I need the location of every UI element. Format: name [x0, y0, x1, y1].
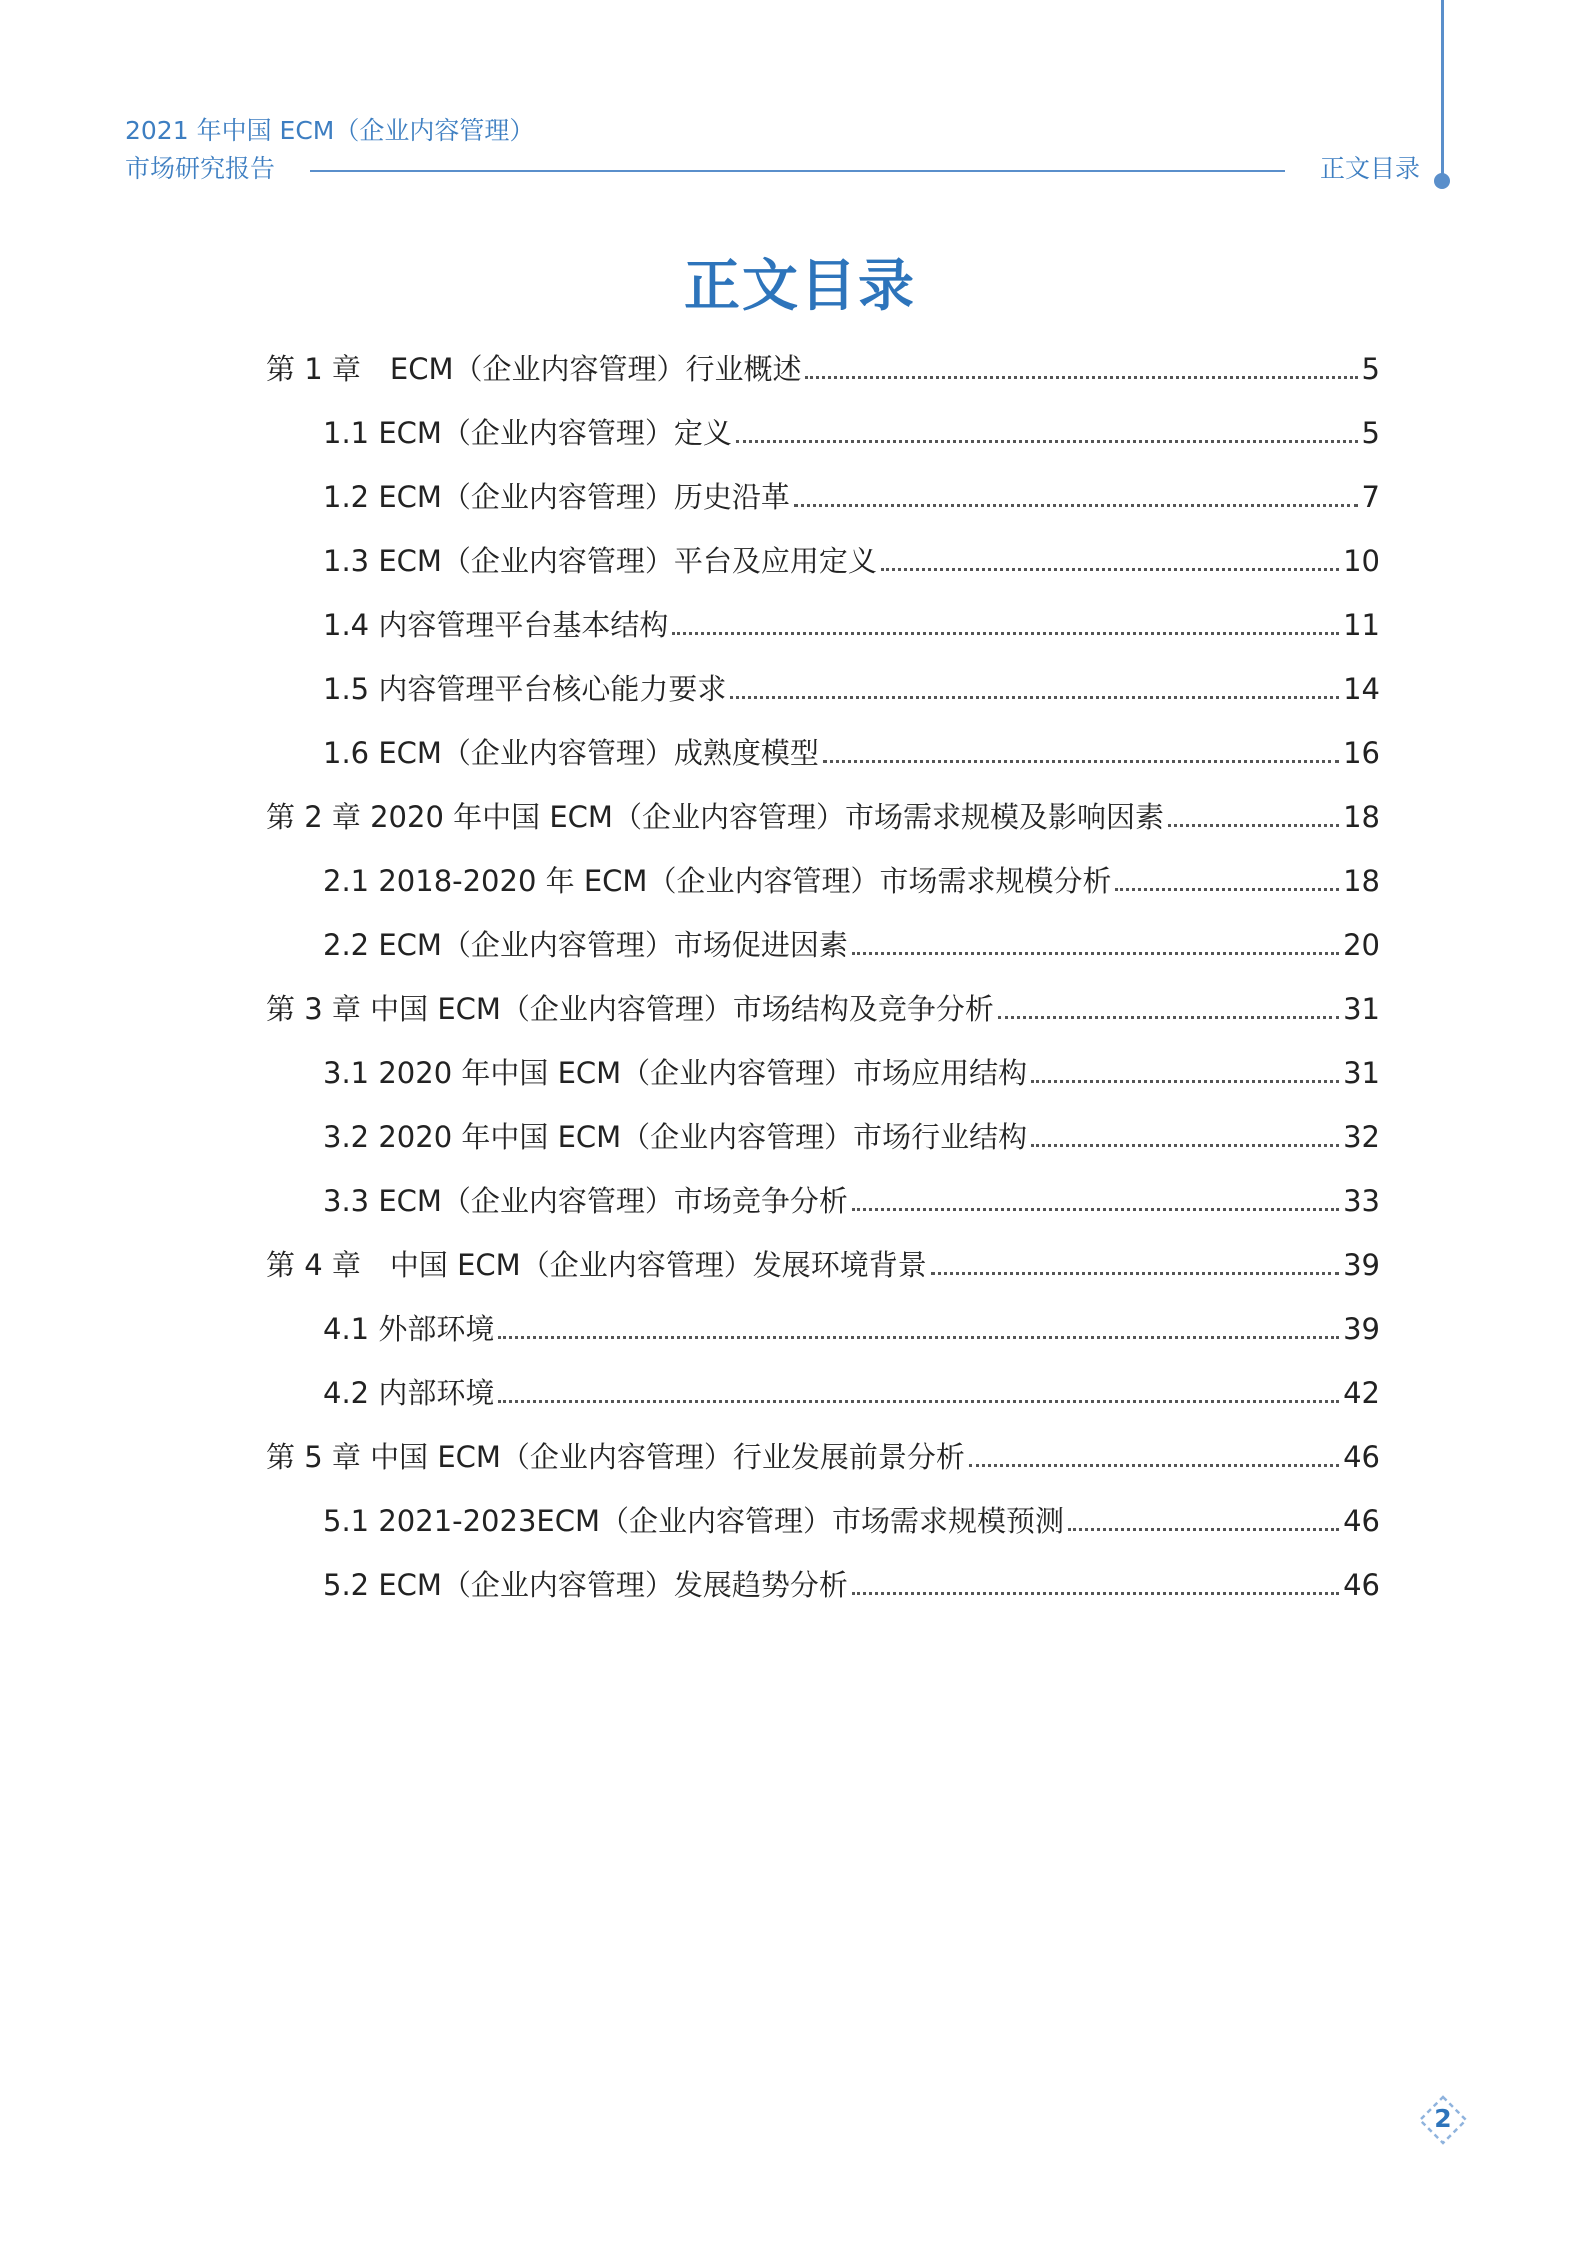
toc-entry-page: 11 [1343, 608, 1380, 642]
toc-entry-page: 16 [1343, 736, 1380, 770]
header-rule [310, 170, 1285, 172]
toc-entry-label: 第 5 章 中国 ECM（企业内容管理）行业发展前景分析 [266, 1440, 965, 1474]
toc-dot-leader [498, 1336, 1339, 1339]
toc-entry-page: 20 [1343, 928, 1380, 962]
toc-dot-leader [1168, 824, 1339, 827]
toc-dot-leader [1115, 888, 1339, 891]
toc-entry-label: 5.2 ECM（企业内容管理）发展趋势分析 [323, 1568, 848, 1602]
toc-entry-label: 3.1 2020 年中国 ECM（企业内容管理）市场应用结构 [323, 1056, 1028, 1090]
toc-entry-label: 第 2 章 2020 年中国 ECM（企业内容管理）市场需求规模及影响因素 [266, 800, 1164, 834]
toc-entry-label: 4.2 内部环境 [323, 1376, 495, 1410]
toc-entry-page: 31 [1343, 1056, 1380, 1090]
header-section-label: 正文目录 [1320, 154, 1421, 183]
toc-entry-5-1[interactable] [323, 1497, 1380, 1541]
toc-entry-3-2[interactable] [323, 1113, 1380, 1157]
toc-dot-leader [931, 1272, 1339, 1275]
toc-entry-page: 5 [1361, 352, 1380, 386]
toc-entry-page: 33 [1343, 1184, 1380, 1218]
toc-entry-page: 18 [1343, 864, 1380, 898]
toc-dot-leader [998, 1016, 1339, 1019]
toc-entry-5-2[interactable] [323, 1561, 1380, 1605]
toc-dot-leader [852, 1592, 1339, 1595]
toc-entry-page: 46 [1343, 1568, 1380, 1602]
toc-entry-page: 5 [1361, 416, 1380, 450]
toc-dot-leader [881, 568, 1339, 571]
toc-entry-label: 3.2 2020 年中国 ECM（企业内容管理）市场行业结构 [323, 1120, 1028, 1154]
toc-entry-label: 第 1 章 ECM（企业内容管理）行业概述 [266, 352, 802, 386]
toc-dot-leader [730, 696, 1339, 699]
toc-dot-leader [1068, 1528, 1339, 1531]
toc-entry-page: 31 [1343, 992, 1380, 1026]
toc-entry-label: 1.4 内容管理平台基本结构 [323, 608, 669, 642]
toc-dot-leader [852, 952, 1339, 955]
toc-entry-3-3[interactable] [323, 1177, 1380, 1221]
toc-entry-page: 7 [1361, 480, 1380, 514]
page-number: 2 [1434, 2104, 1452, 2133]
toc-entry-label: 1.6 ECM（企业内容管理）成熟度模型 [323, 736, 819, 770]
toc-entry-1-4[interactable] [323, 601, 1380, 645]
toc-entry-label: 2.1 2018-2020 年 ECM（企业内容管理）市场需求规模分析 [323, 864, 1112, 898]
toc-entry-page: 39 [1343, 1312, 1380, 1346]
toc-entry-page: 14 [1343, 672, 1380, 706]
toc-entry-label: 1.3 ECM（企业内容管理）平台及应用定义 [323, 544, 877, 578]
toc-entry-label: 4.1 外部环境 [323, 1312, 495, 1346]
toc-entry-chapter-5[interactable] [266, 1433, 1380, 1477]
toc-entry-3-1[interactable] [323, 1049, 1380, 1093]
report-title-line2: 市场研究报告 [125, 154, 276, 183]
toc-entry-label: 5.1 2021-2023ECM（企业内容管理）市场需求规模预测 [323, 1504, 1065, 1538]
toc-entry-page: 39 [1343, 1248, 1380, 1282]
toc-entry-page: 10 [1343, 544, 1380, 578]
toc-dot-leader [852, 1208, 1339, 1211]
toc-entry-chapter-1[interactable] [266, 345, 1380, 389]
toc-entry-label: 1.1 ECM（企业内容管理）定义 [323, 416, 732, 450]
toc-entry-page: 46 [1343, 1504, 1380, 1538]
toc-entry-label: 1.5 内容管理平台核心能力要求 [323, 672, 727, 706]
toc-entry-1-1[interactable] [323, 409, 1380, 453]
toc-entry-label: 2.2 ECM（企业内容管理）市场促进因素 [323, 928, 848, 962]
report-title-line1: 2021 年中国 ECM（企业内容管理） [125, 116, 535, 145]
toc-dot-leader [794, 504, 1358, 507]
header-vertical-line [1441, 0, 1444, 176]
toc-entry-page: 42 [1343, 1376, 1380, 1410]
toc-entry-chapter-2[interactable] [266, 793, 1380, 837]
toc-dot-leader [823, 760, 1339, 763]
toc-entry-chapter-3[interactable] [266, 985, 1380, 1029]
toc-entry-1-5[interactable] [323, 665, 1380, 709]
toc-entry-1-3[interactable] [323, 537, 1380, 581]
toc-entry-page: 32 [1343, 1120, 1380, 1154]
toc-entry-1-2[interactable] [323, 473, 1380, 517]
toc-dot-leader [1031, 1144, 1339, 1147]
toc-dot-leader [969, 1464, 1339, 1467]
toc-entry-2-1[interactable] [323, 857, 1380, 901]
toc-dot-leader [672, 632, 1339, 635]
toc-entry-4-2[interactable] [323, 1369, 1380, 1413]
toc-dot-leader [498, 1400, 1339, 1403]
toc-entry-label: 第 4 章 中国 ECM（企业内容管理）发展环境背景 [266, 1248, 927, 1282]
toc-entry-label: 1.2 ECM（企业内容管理）历史沿革 [323, 480, 790, 514]
page-number-badge [1418, 2095, 1468, 2145]
toc-entry-4-1[interactable] [323, 1305, 1380, 1349]
toc-dot-leader [736, 440, 1358, 443]
toc-dot-leader [805, 376, 1357, 379]
toc-dot-leader [1031, 1080, 1339, 1083]
toc-entry-chapter-4[interactable] [266, 1241, 1380, 1285]
toc-entry-page: 46 [1343, 1440, 1380, 1474]
toc-entry-1-6[interactable] [323, 729, 1380, 773]
toc-entry-label: 3.3 ECM（企业内容管理）市场竞争分析 [323, 1184, 848, 1218]
toc-entry-page: 18 [1343, 800, 1380, 834]
toc-title: 正文目录 [684, 254, 916, 319]
toc-entry-2-2[interactable] [323, 921, 1380, 965]
toc-entry-label: 第 3 章 中国 ECM（企业内容管理）市场结构及竞争分析 [266, 992, 994, 1026]
header-line-dot [1434, 173, 1450, 189]
